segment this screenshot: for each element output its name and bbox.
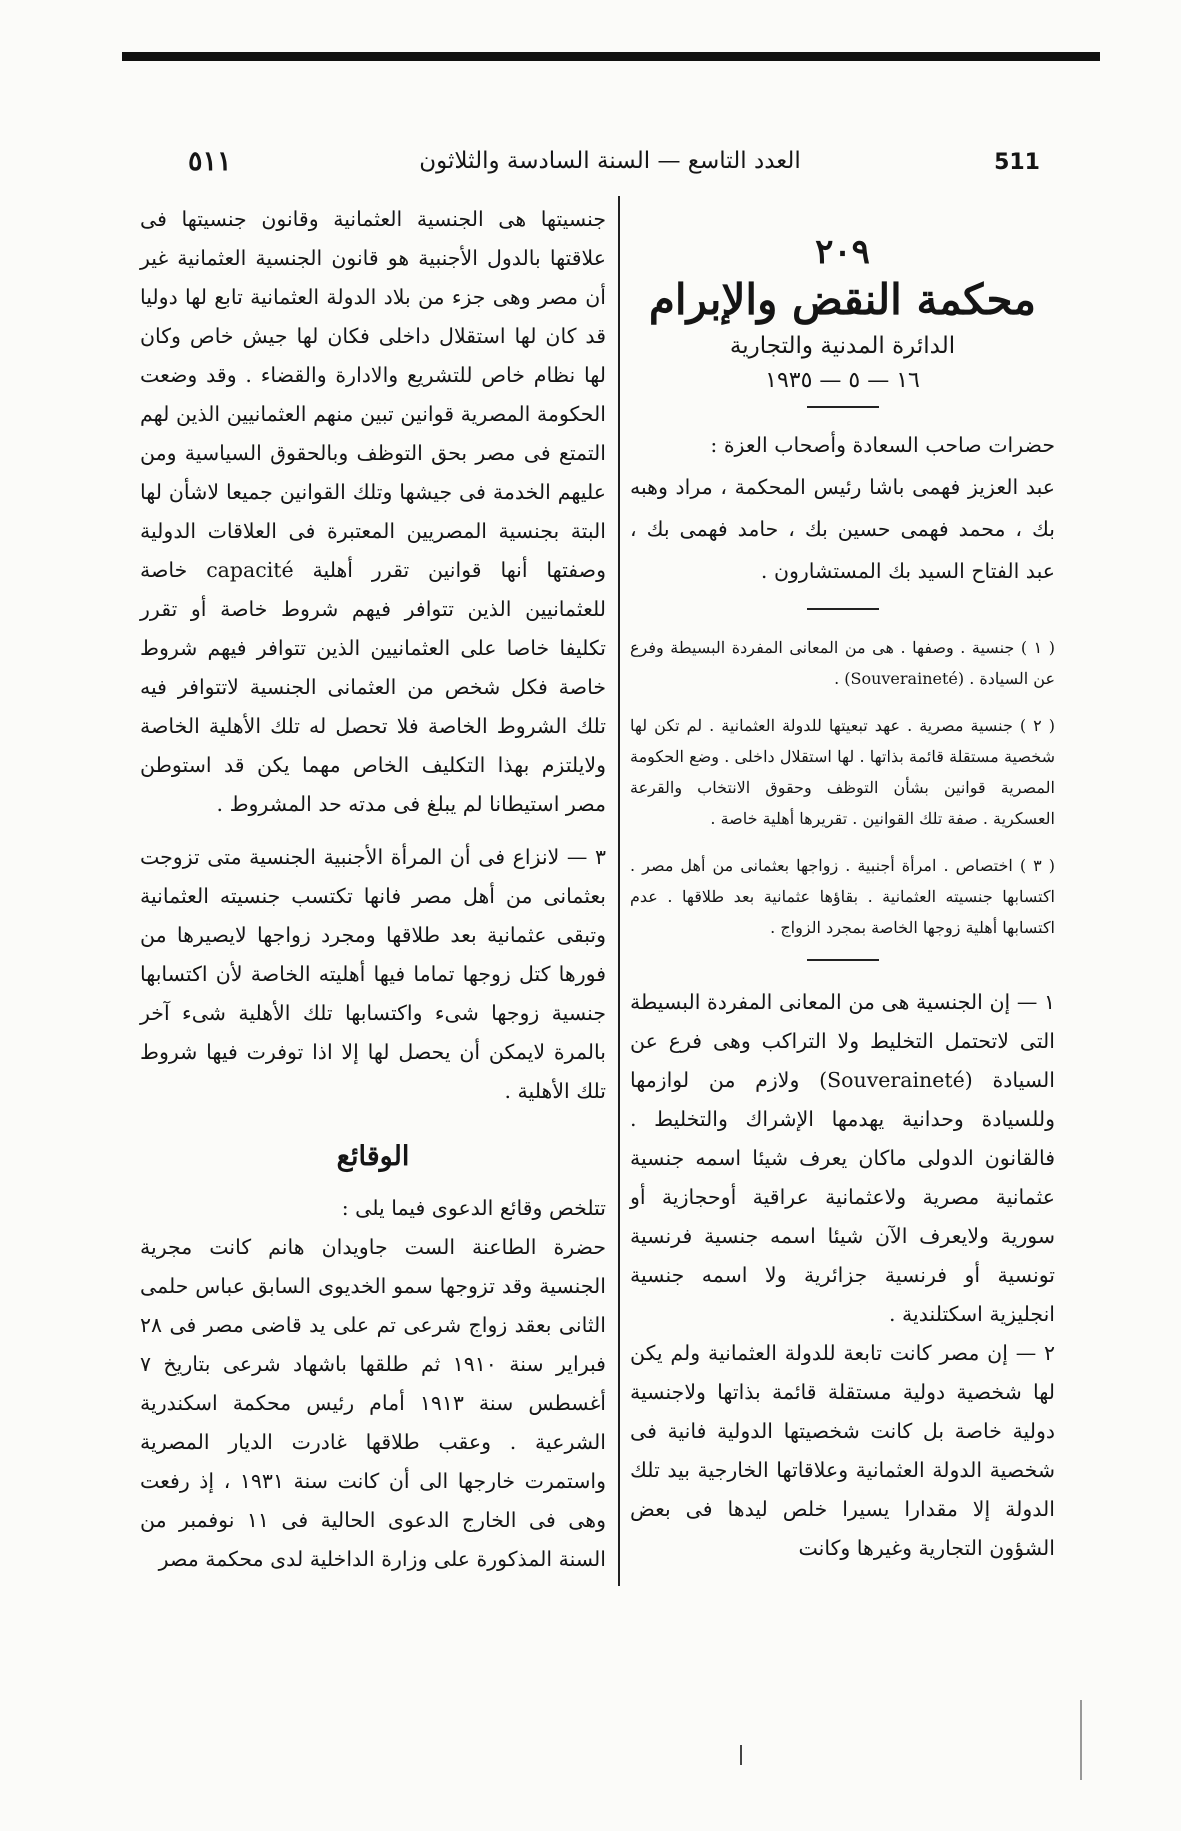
principle-2-start: ٢ — إن مصر كانت تابعة للدولة العثمانية ولم يكن لها شخصية دولية مستقلة قائمة بذاتها ولاجنسية دولية خاصة بل كانت شخصيتها الدولية فانية فى شخصية الدولة العثمانية وعلاقاتها الخارجية بيد تلك الدولة إلا مقدارا يسيرا خلص ليدها فى بعض الشؤون التجارية وغيرها وكانت — [630, 1341, 1055, 1560]
top-rule — [122, 52, 1100, 61]
principle-3: ٣ — لانزاع فى أن المرأة الأجنبية الجنسية متى تزوجت بعثمانى من أهل مصر فانها تكتسب جنسيته العثمانية وتبقى عثمانية بعد طلاقها ومجرد زواجها لايصيرها من فورها كتل زوجها تماما فيها أهليته الخاصة لأن اكتسابها جنسية زوجها شىء واكتسابها تلك الأهلية شىء آخر بالمرة لايمكن أن يحصل لها إلا اذا توفرت فيها شروط تلك الأهلية . — [140, 845, 606, 1103]
running-title: العدد التاسع — السنة السادسة والثلاثون — [419, 148, 801, 174]
headnote-3: ( ٣ ) اختصاص . امرأة أجنبية . زواجها بعثمانى من أهل مصر . اكتسابها جنسيته العثمانية . بقاؤها عثمانية بعد طلاقها . عدم اكتسابها أهلية زوجها الخاصة بمجرد الزواج . — [630, 856, 1056, 937]
right-column — [630, 200, 1055, 1568]
judges-intro: حضرات صاحب السعادة وأصحاب العزة : — [710, 433, 1055, 457]
case-number: ٢٠٩ — [815, 232, 870, 272]
headnote-2: ( ٢ ) جنسية مصرية . عهد تبعيتها للدولة العثمانية . لم تكن لها شخصية مستقلة قائمة بذاتها . لها استقلال داخلى . وضع الحكومة المصرية قوانين بشأن التوظف وحقوق الانتخاب والقرعة العسكرية . صفة تلك القوانين . تقريرها أهلية خاصة . — [630, 716, 1055, 828]
judges-list: عبد العزيز فهمى باشا رئيس المحكمة ، مراد وهبه بك ، محمد فهمى حسين بك ، حامد فهمى بك ، عبد الفتاح السيد بك المستشارون . — [630, 475, 1055, 583]
facts-intro: تتلخص وقائع الدعوى فيما يلى : — [341, 1196, 606, 1220]
ruling-date: ١٦ — ٥ — ١٩٣٥ — [765, 368, 920, 393]
separator-rule — [807, 959, 879, 961]
facts-heading: الوقائع — [336, 1141, 410, 1172]
chamber-name: الدائرة المدنية والتجارية — [729, 333, 956, 359]
margin-mark — [1080, 1700, 1082, 1780]
facts-body: حضرة الطاعنة الست جاويدان هانم كانت مجرية الجنسية وقد تزوجها سمو الخديوى السابق عباس حلمى الثانى بعقد زواج شرعى تم على يد قاضى مصر فى ٢٨ فبراير سنة ١٩١٠ ثم طلقها باشهاد شرعى بتاريخ ٧ أغسطس سنة ١٩١٣ أمام رئيس محكمة اسكندرية الشرعية . وعقب طلاقها غادرت الديار المصرية واستمرت خارجها الى أن كانت سنة ١٩٣١ ، إذ رفعت وهى فى الخارج الدعوى الحالية فى ١١ نوفمبر من السنة المذكورة على وزارة الداخلية لدى محكمة مصر — [140, 1235, 606, 1571]
court-name: محكمة النقض والإبرام — [648, 275, 1037, 324]
headnote-1: ( ١ ) جنسية . وصفها . هى من المعانى المفردة البسيطة وفرع عن السيادة . (Souveraineté) . — [630, 638, 1056, 688]
column-divider — [618, 196, 620, 1586]
principle-2-continued: جنسيتها هى الجنسية العثمانية وقانون جنسيتها فى علاقتها بالدول الأجنبية هو قانون الجنسية العثمانية غير أن مصر وهى جزء من بلاد الدولة العثمانية تابع لها دوليا قد كان لها استقلال داخلى فكان لها جيش خاص وكان لها نظام خاص للتشريع والادارة والقضاء . وقد وضعت الحكومة المصرية قوانين تبين منهم العثمانيين الذين لهم التمتع فى مصر بحق التوظف وبالحقوق السياسية ومن عليهم الخدمة فى جيشها وتلك القوانين جميعا لاشأن لها البتة بجنسية المصريين المعتبرة فى العلاقات الدولية وصفتها أنها قوانين تقرر أهلية capacité خاصة للعثمانيين الذين تتوافر فيهم شروط خاصة أو تقرر تكليفا خاصا على العثمانيين الذين تتوافر فيهم شروط خاصة فكل شخص من العثمانى الجنسية لاتتوافر فيه تلك الشروط الخاصة فلا تحصل له تلك الأهلية الخاصة ولايلتزم بهذا التكليف الخاص مهما يكن قد استوطن مصر استيطانا لم يبلغ فى مدته حد المشروط . — [140, 207, 606, 816]
principle-1: ١ — إن الجنسية هى من المعانى المفردة البسيطة التى لاتحتمل التخليط ولا التراكب وهى فرع عن السيادة (Souveraineté) ولازم من لوازمها وللسيادة وحدانية يهدمها الإشراك والتخليط . فالقانون الدولى ماكان يعرف شيئا اسمه جنسية عثمانية مصرية ولاعثمانية عراقية أوحجازية أو سورية ولايعرف الآن شيئا اسمه جنسية فرنسية تونسية أو فرنسية جزائرية ولا اسمه جنسية انجليزية اسكتلندية . — [630, 990, 1055, 1326]
left-column — [140, 200, 606, 1579]
page-header — [180, 146, 1040, 186]
page-number-latin: 511 — [994, 150, 1040, 175]
separator-rule — [807, 406, 879, 408]
separator-rule — [807, 608, 879, 610]
page-number-arabic: ٥١١ — [188, 146, 232, 177]
scan-mark — [740, 1745, 742, 1765]
